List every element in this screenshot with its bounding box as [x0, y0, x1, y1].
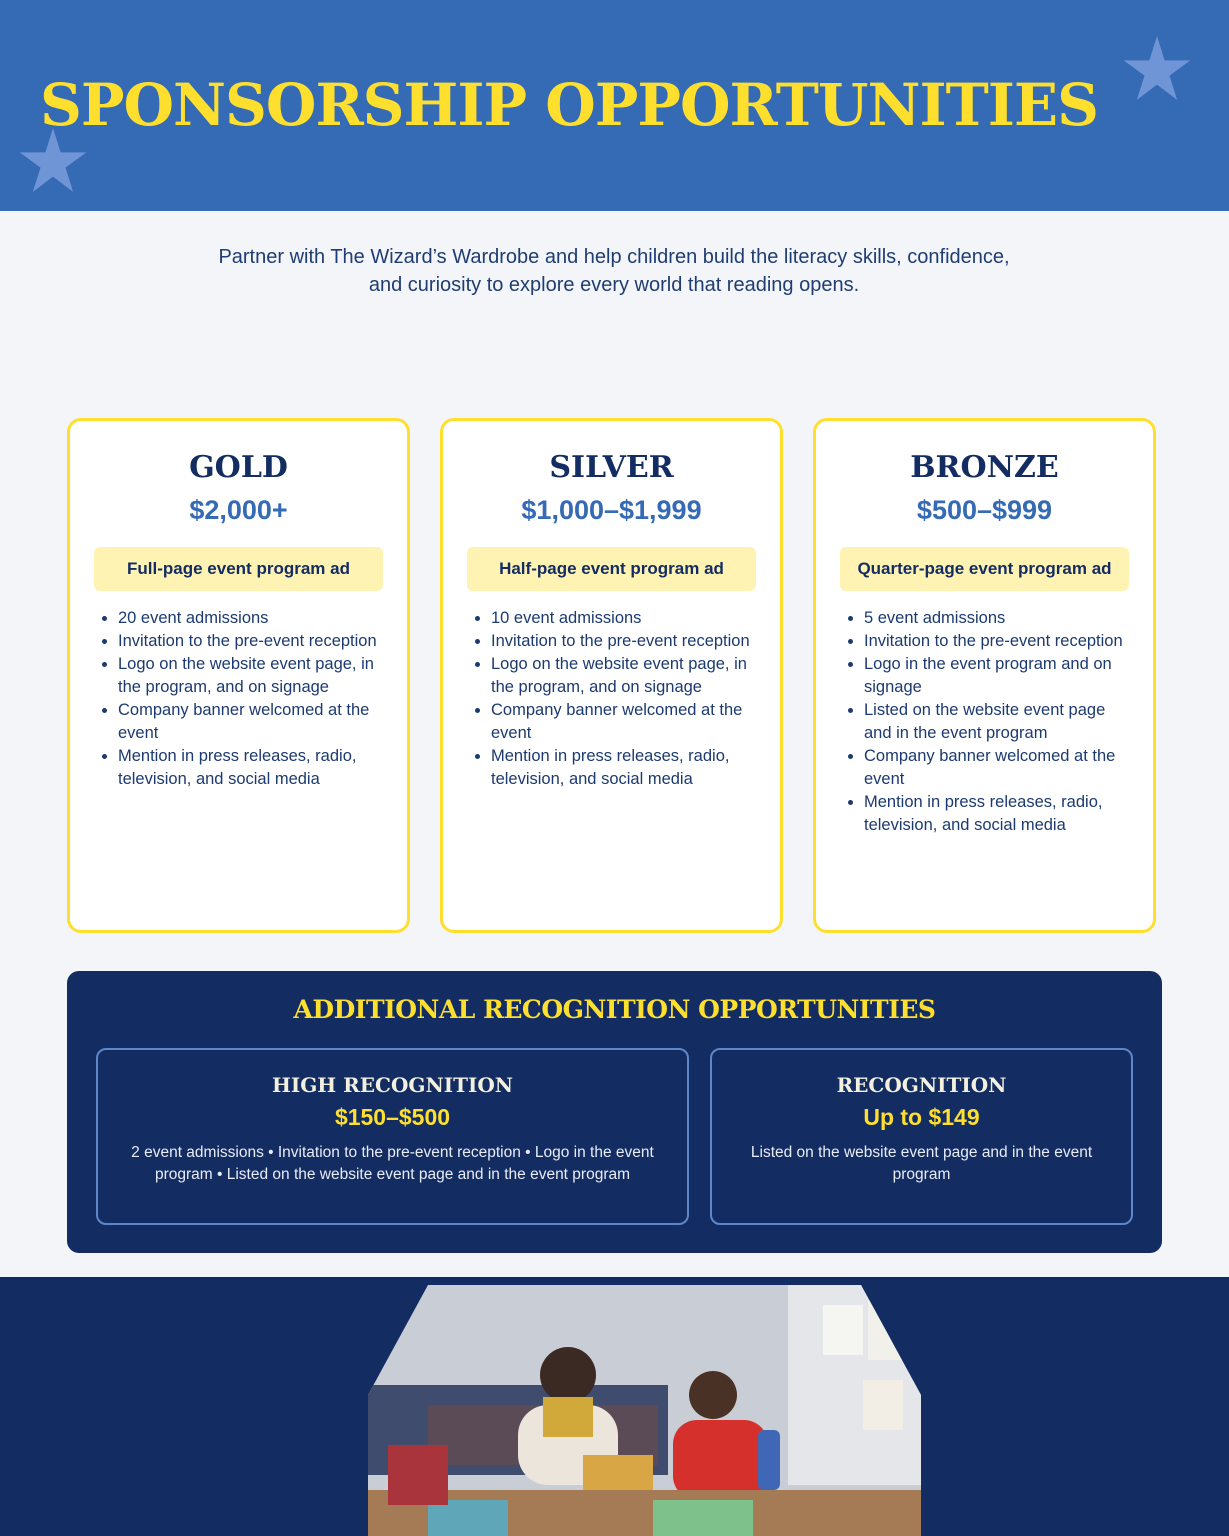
- benefit-item: • Invitation to the pre-event reception: [118, 630, 391, 653]
- benefit-item: • Mention in press releases, radio, television, and social media: [864, 791, 1137, 837]
- recognition-description: 2 event admissions • Invitation to the pre-event reception • Logo in the event program • Listed on the website event page and in the event program: [131, 1144, 654, 1183]
- recognition-name: RECOGNITION: [836, 1073, 1007, 1097]
- additional-recognition-panel: [67, 971, 1162, 1253]
- benefit-item: • Company banner welcomed at the event: [864, 745, 1137, 791]
- tier-price: $1,000–$1,999: [521, 495, 702, 525]
- tier-card-bronze: [813, 418, 1156, 933]
- benefit-item: • 10 event admissions: [491, 607, 764, 630]
- tier-benefits: [443, 607, 780, 791]
- tier-price: $2,000+: [189, 495, 288, 525]
- header-banner: [0, 0, 1229, 211]
- tier-name: GOLD: [189, 450, 288, 485]
- tier-benefits: [70, 607, 407, 791]
- footer-band: [0, 1277, 1229, 1536]
- benefit-item: • 20 event admissions: [118, 607, 391, 630]
- recognition-price: $150–$500: [334, 1104, 451, 1130]
- benefit-item: • Logo in the event program and on signage: [864, 653, 1137, 699]
- star-icon: [1122, 36, 1192, 102]
- recognition-card-high: [96, 1048, 689, 1225]
- benefit-item: • Company banner welcomed at the event: [118, 699, 391, 745]
- recognition-price: Up to $149: [863, 1104, 980, 1130]
- tier-price: $500–$999: [916, 495, 1053, 525]
- recognition-description: Listed on the website event page and in the event program: [750, 1144, 1093, 1183]
- intro-line-2: and curiosity to explore every world that reading opens.: [368, 274, 860, 296]
- benefit-item: • 5 event admissions: [864, 607, 1137, 630]
- benefit-item: • Mention in press releases, radio, television, and social media: [118, 745, 391, 791]
- tier-card-gold: [67, 418, 410, 933]
- tier-benefits: [816, 607, 1153, 837]
- benefit-item: • Invitation to the pre-event reception: [864, 630, 1137, 653]
- tier-ad-badge: Full-page event program ad: [94, 547, 383, 591]
- intro-line-1: Partner with The Wizard’s Wardrobe and help children build the literacy skills, confidence,: [218, 246, 1010, 268]
- benefit-item: • Logo on the website event page, in the program, and on signage: [491, 653, 764, 699]
- tier-ad-badge: Quarter-page event program ad: [840, 547, 1129, 591]
- benefit-item: • Logo on the website event page, in the program, and on signage: [118, 653, 391, 699]
- benefit-item: • Mention in press releases, radio, television, and social media: [491, 745, 764, 791]
- page-title: SPONSORSHIP OPPORTUNITIES: [40, 71, 1098, 139]
- photo-reading-children: [368, 1285, 921, 1536]
- tier-card-silver: [440, 418, 783, 933]
- recognition-card-basic: [710, 1048, 1133, 1225]
- recognition-name: HIGH RECOGNITION: [271, 1073, 514, 1097]
- benefit-item: • Company banner welcomed at the event: [491, 699, 764, 745]
- tier-ad-badge: Half-page event program ad: [467, 547, 756, 591]
- benefit-item: • Listed on the website event page and in the event program: [864, 699, 1137, 745]
- benefit-item: • Invitation to the pre-event reception: [491, 630, 764, 653]
- additional-title: ADDITIONAL RECOGNITION OPPORTUNITIES: [293, 995, 936, 1024]
- tier-name: SILVER: [549, 450, 674, 485]
- intro-text: [114, 243, 1114, 299]
- tier-name: BRONZE: [910, 450, 1059, 485]
